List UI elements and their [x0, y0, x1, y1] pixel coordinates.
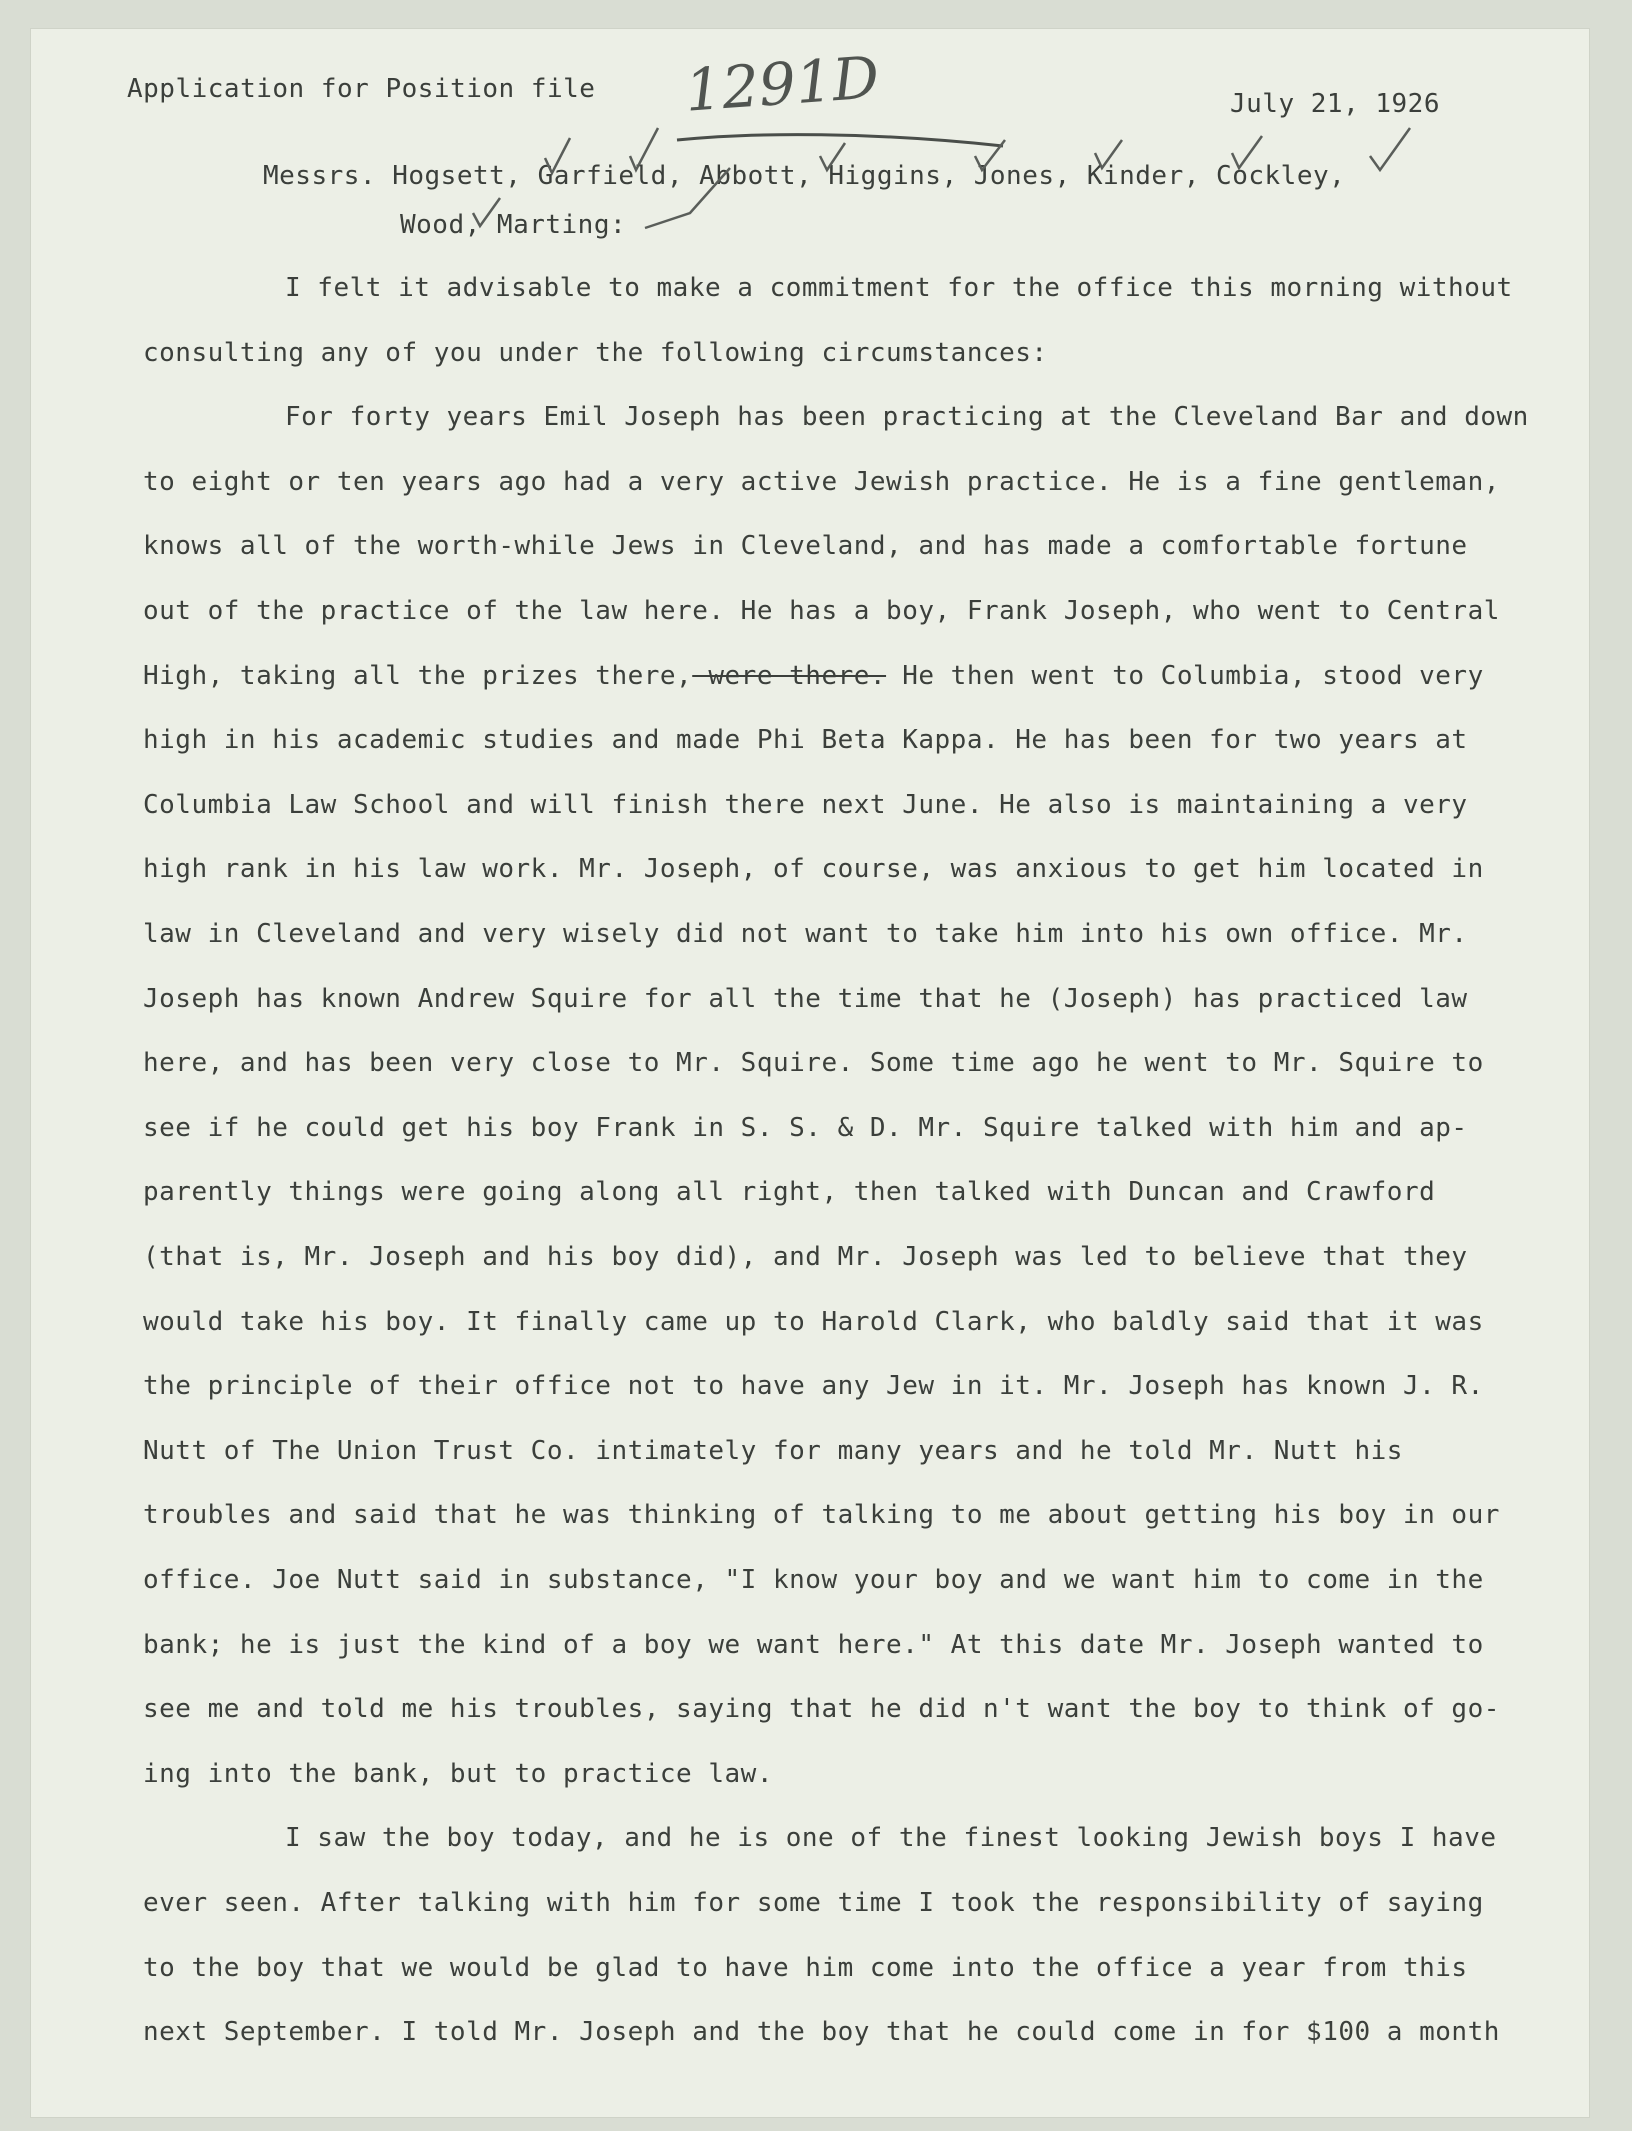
body-line: [143, 531, 1468, 562]
body-line-text: law in Cleveland and very wisely did not want to take him into his own office. Mr.: [143, 919, 1468, 949]
body-line-text: parently things were going along all right, then talked with Duncan and Crawford: [143, 1177, 1436, 1208]
body-line-text: (that is, Mr. Joseph and his boy did), and Mr. Joseph was led to believe that they: [143, 1242, 1468, 1272]
body-line: [143, 1244, 1468, 1270]
body-line: [143, 466, 1500, 497]
body-line-text: Columbia Law School and will finish there next June. He also is maintaining a very: [143, 789, 1468, 820]
body-line: [143, 337, 1048, 368]
body-line: [143, 1371, 1484, 1402]
body-line-continuation: He then went to Columbia, stood very: [886, 660, 1484, 691]
body-line: [143, 921, 1468, 947]
body-line-text: ing into the bank, but to practice law.: [143, 1758, 773, 1789]
body-line-text: knows all of the worth-while Jews in Cleveland, and has made a comfortable fortune: [143, 531, 1468, 562]
body-line-text: out of the practice of the law here. He has a boy, Frank Joseph, who went to Central: [143, 596, 1500, 626]
body-line-text: consulting any of you under the following circumstances:: [143, 337, 1048, 368]
handwritten-file-number: 1291D: [682, 43, 882, 125]
body-line: [143, 1177, 1436, 1208]
body-line-text: to the boy that we would be glad to have him come into the office a year from this: [143, 1952, 1468, 1983]
body-line-text: Nutt of The Union Trust Co. intimately for many years and he told Mr. Nutt his: [143, 1435, 1403, 1466]
body-line: [143, 725, 1468, 756]
body-line-text: I felt it advisable to make a commitment for the office this morning without: [285, 273, 1513, 303]
body-line: [143, 1567, 1484, 1593]
body-line: [143, 1048, 1484, 1079]
body-line-text: troubles and said that he was thinking of talking to me about getting his boy in our: [143, 1500, 1500, 1531]
body-line-text: here, and has been very close to Mr. Squire. Some time ago he went to Mr. Squire to: [143, 1048, 1484, 1079]
body-line-text: see me and told me his troubles, saying that he did n't want the boy to think of go-: [143, 1694, 1500, 1725]
body-line-text: next September. I told Mr. Joseph and the boy that he could come in for $100 a month: [143, 2017, 1500, 2048]
body-line: [143, 2017, 1500, 2048]
salutation-line-2: Wood, Marting:: [400, 210, 627, 240]
body-line: [143, 1952, 1468, 1983]
body-line-text: high rank in his law work. Mr. Joseph, of course, was anxious to get him located in: [143, 854, 1484, 885]
body-line: [285, 275, 1513, 301]
body-line-text: to eight or ten years ago had a very active Jewish practice. He is a fine gentleman,: [143, 466, 1500, 497]
handwritten-underline: [675, 128, 1005, 158]
body-line-text: For forty years Emil Joseph has been practicing at the Cleveland Bar and down: [285, 402, 1529, 433]
body-line-text: the principle of their office not to have any Jew in it. Mr. Joseph has known J. R.: [143, 1371, 1484, 1402]
body-line-text: bank; he is just the kind of a boy we want here." At this date Mr. Joseph wanted to: [143, 1629, 1484, 1660]
body-line: [143, 1435, 1403, 1466]
body-line: [143, 1758, 773, 1789]
document-page: [30, 28, 1590, 2118]
salutation-line-1: Messrs. Hogsett, Garfield, Abbott, Higgins, Jones, Kinder, Cockley,: [263, 161, 1346, 191]
file-label: Application for Position file: [127, 74, 596, 104]
body-line-text: high in his academic studies and made Phi Beta Kappa. He has been for two years at: [143, 725, 1468, 756]
body-line: [143, 598, 1500, 624]
body-line-text: High, taking all the prizes there,: [143, 660, 693, 691]
body-line: [143, 1694, 1500, 1725]
body-line-text: ever seen. After talking with him for some time I took the responsibility of saying: [143, 1888, 1484, 1918]
body-line-text: see if he could get his boy Frank in S. S. & D. Mr. Squire talked with him and ap-: [143, 1112, 1468, 1143]
body-line-text: I saw the boy today, and he is one of the finest looking Jewish boys I have: [285, 1823, 1497, 1854]
body-line: [285, 402, 1529, 433]
body-line: [143, 660, 1484, 691]
body-line-text: would take his boy. It finally came up to Harold Clark, who baldly said that it was: [143, 1306, 1484, 1337]
body-line: [143, 1890, 1484, 1916]
body-line: [143, 789, 1468, 820]
body-line-text: Joseph has known Andrew Squire for all the time that he (Joseph) has practiced law: [143, 983, 1468, 1014]
body-line: [143, 1500, 1500, 1531]
body-line: [143, 1112, 1468, 1143]
struck-text: were there.: [692, 660, 887, 691]
body-line-text: office. Joe Nutt said in substance, "I know your boy and we want him to come in the: [143, 1565, 1484, 1595]
body-line: [143, 1306, 1484, 1337]
body-line: [143, 1629, 1484, 1660]
letter-date: July 21, 1926: [1230, 89, 1440, 119]
body-line: [285, 1823, 1497, 1854]
body-line: [143, 854, 1484, 885]
body-line: [143, 983, 1468, 1014]
